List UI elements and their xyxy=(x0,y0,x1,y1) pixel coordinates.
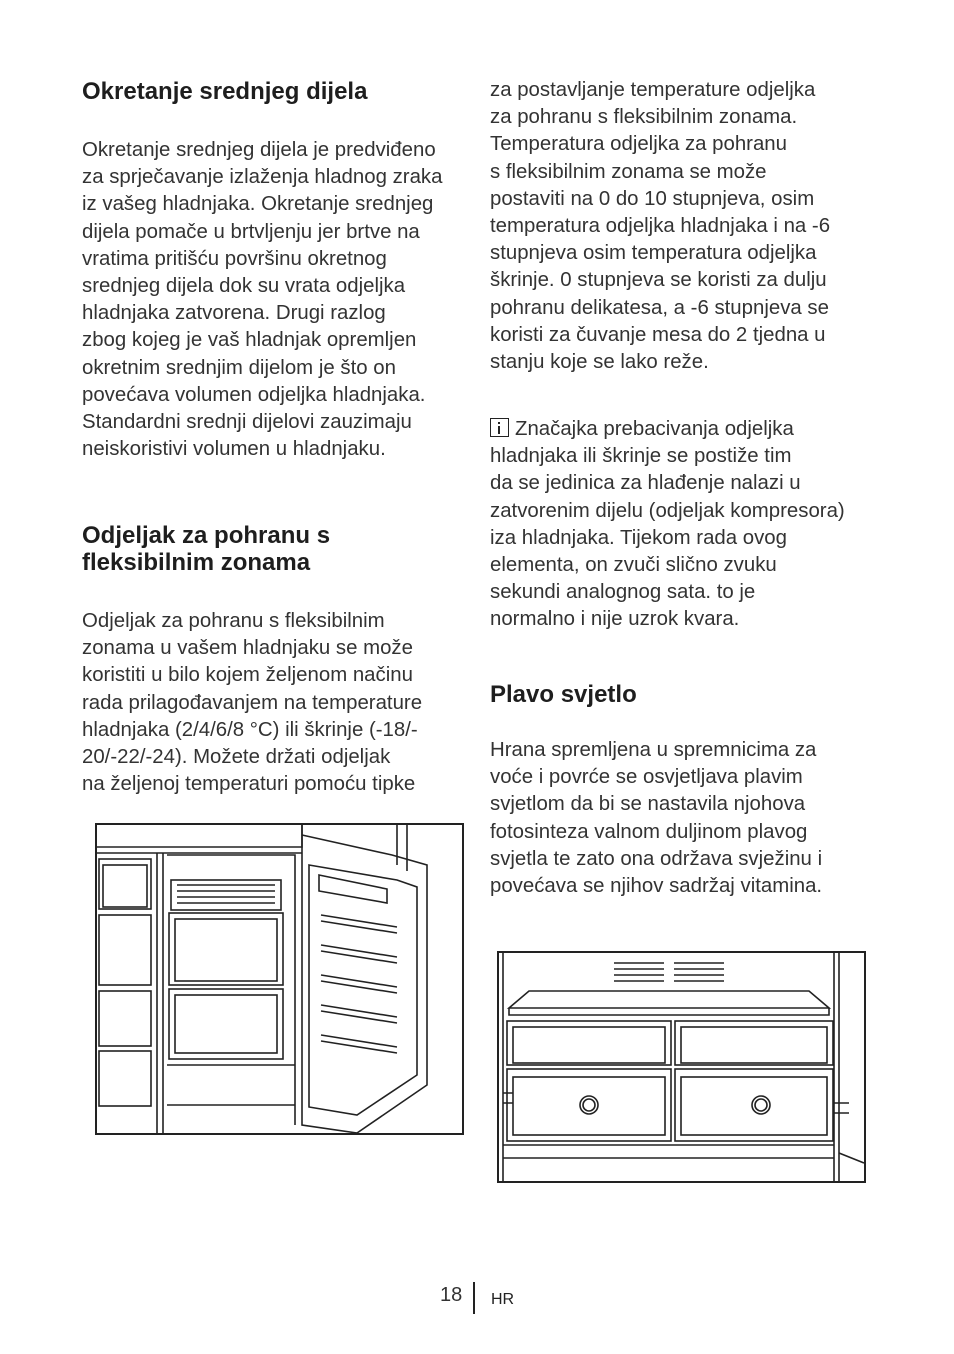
note-text: Značajka prebacivanja odjeljka hladnjaka ili škrinje se postiže tim da se jedinica za hlađenje nalazi u zatvorenim dijelu (odjeljak kompresora) iza hladnjaka. Tijekom rada ovog elementa, on zvuči slično zvuku sekundi analognog sata. to je normalno i nije uzrok kvara. xyxy=(490,418,845,631)
note-paragraph xyxy=(490,416,845,634)
paragraph-flexible-zone-continued: za postavljanje temperature odjeljka za pohranu s fleksibilnim zonama. Temperatura odjeljka za pohranu s fleksibilnim zonama se može postaviti na 0 do 10 stupnjeva, osim temperatura odjeljka hladnjaka i na -6 stupnjeva osim temperatura odjeljka škrinje. 0 stupnjeva se koristi za dulju pohranu delikatesa, a -6 stupnjeva se koristi za čuvanje mesa do 2 tjedna u stanju koje se lako reže. xyxy=(490,79,831,374)
heading-blue-light: Plavo svjetlo xyxy=(490,681,637,708)
paragraph-flexible-zone: Odjeljak za pohranu s fleksibilnim zonama u vašem hladnjaku se može koristiti u bilo kojem željenom načinu rada prilagođavanjem na temperature hladnjaka (2/4/6/8 °C) ili škrinje (-18/- 20/-22/-24). Možete držati odjeljak na željenoj temperaturi pomoću tipke xyxy=(82,610,423,796)
fridge-drawers-illustration xyxy=(499,953,864,1181)
fridge-open-door-illustration xyxy=(97,825,462,1133)
paragraph-blue-light: Hrana spremljena u spremnicima za voće i povrće se osvjetljava plavim svjetlom da bi se nastavila njohova fotosinteza valnom duljinom plavog svjetla te zato ona održava svježinu i povećava se njihov sadržaj vitamina. xyxy=(490,739,823,898)
footer-divider xyxy=(473,1282,475,1314)
figure-fridge-open-door xyxy=(95,823,464,1135)
figure-fridge-drawers xyxy=(497,951,866,1183)
page-number: 18 xyxy=(440,1284,463,1306)
paragraph-rotating-middle-part: Okretanje srednjeg dijela je predviđeno za sprječavanje izlaženja hladnog zraka iz vašeg hladnjaka. Okretanje srednjeg dijela pomače u brtvljenju jer brtve na vratima pritišću površinu okretnog srednjeg dijela dok su vrata odjeljka hladnjaka zatvorena. Drugi razlog zbog kojeg je vaš hladnjak opremljen okretnim srednjim dijelom je što on povećava volumen odjeljka hladnjaka. Standardni srednji dijelovi zauzimaju neiskoristivi volumen u hladnjaku. xyxy=(82,139,443,461)
language-code: HR xyxy=(491,1291,515,1308)
info-icon xyxy=(490,418,509,437)
heading-rotating-middle-part: Okretanje srednjeg dijela xyxy=(82,78,368,105)
heading-flexible-zone: Odjeljak za pohranu s fleksibilnim zonama xyxy=(82,522,331,576)
